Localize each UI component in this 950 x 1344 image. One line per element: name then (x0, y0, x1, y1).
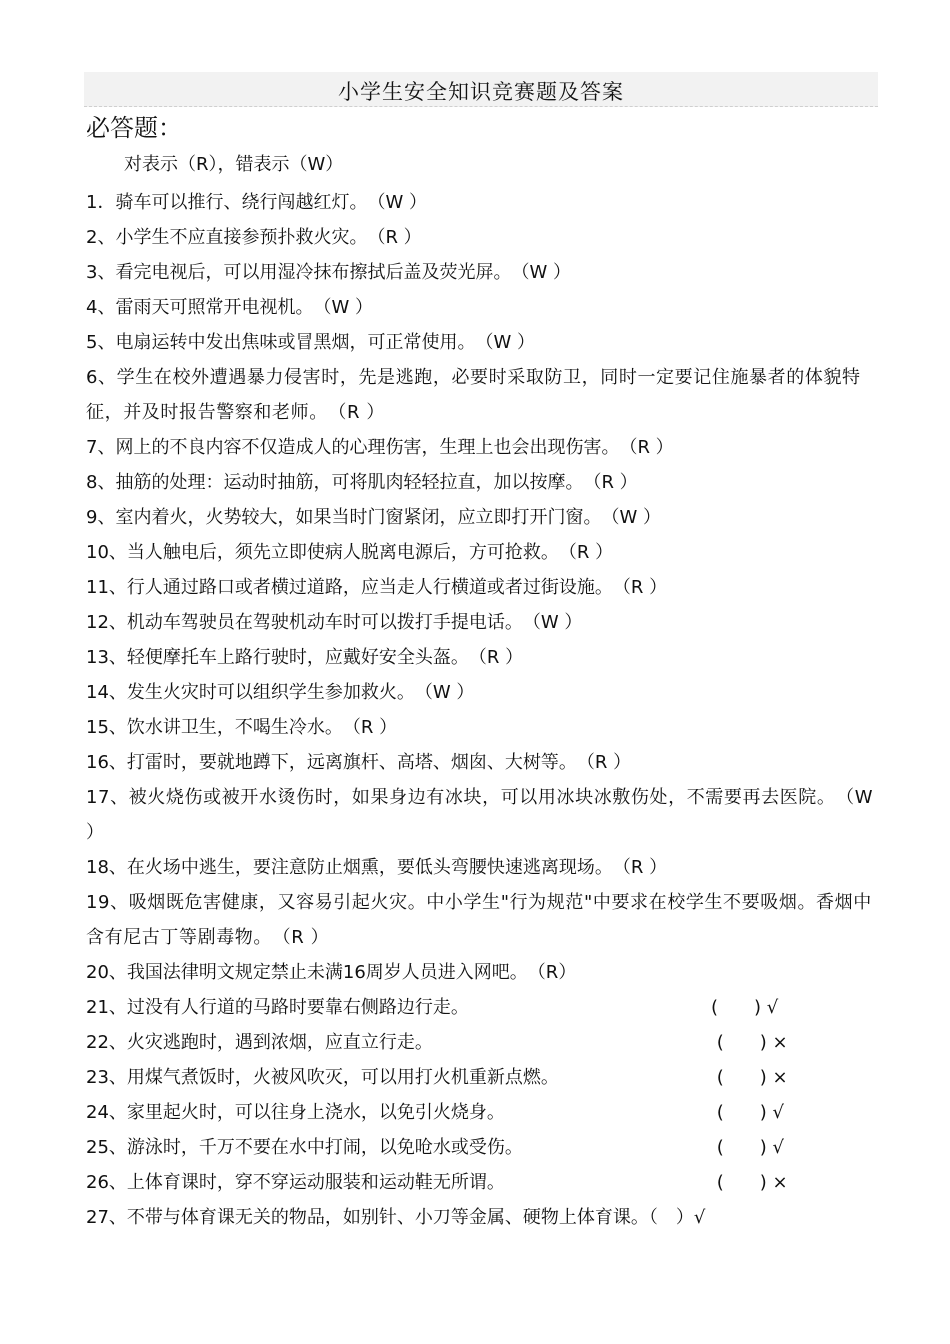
question-item: 6、学生在校外遭遇暴力侵害时，先是逃跑，必要时采取防卫，同时一定要记住施暴者的体貌特征，并及时报告警察和老师。 （R ） (86, 367, 861, 423)
question-text: 21、过没有人行道的马路时要靠右侧路边行走。 (86, 997, 469, 1018)
question-item (86, 1095, 881, 1130)
document-title: 小学生安全知识竞赛题及答案 (338, 80, 624, 104)
question-item: 2、小学生不应直接参预扑救火灾。 （R ） (86, 227, 422, 248)
answer-legend: 对表示（R），错表示（W） (124, 154, 344, 175)
question-item: 18、在火场中逃生，要注意防止烟熏，要低头弯腰快速逃离现场。 （R ） (86, 857, 668, 878)
question-item: 20、我国法律明文规定禁止未满16周岁人员进入网吧。 （R） (86, 962, 577, 983)
title-bar (84, 72, 878, 107)
question-item: 1．骑车可以推行、绕行闯越红灯。 （W ） (86, 192, 427, 213)
question-item (86, 1165, 881, 1200)
question-item: 7、网上的不良内容不仅造成人的心理伤害，生理上也会出现伤害。 （R ） (86, 437, 674, 458)
question-item: 9、室内着火，火势较大，如果当时门窗紧闭，应立即打开门窗。 （W ） (86, 507, 661, 528)
question-item: 11、行人通过路口或者横过道路，应当走人行横道或者过街设施。 （R ） (86, 577, 668, 598)
question-item: 14、发生火灾时可以组织学生参加救火。 （W ） (86, 682, 475, 703)
question-list (86, 185, 881, 1235)
question-item (86, 1130, 881, 1165)
question-text: 23、用煤气煮饭时，火被风吹灭，可以用打火机重新点燃。 (86, 1067, 559, 1088)
question-item: 13、轻便摩托车上路行驶时，应戴好安全头盔。 （R ） (86, 647, 524, 668)
question-item: 8、抽筋的处理：运动时抽筋，可将肌肉轻轻拉直，加以按摩。 （R ） (86, 472, 638, 493)
question-item (86, 1060, 881, 1095)
question-item: 10、当人触电后，须先立即使病人脱离电源后，方可抢救。 （R ） (86, 542, 614, 563)
question-text: 22、火灾逃跑时，遇到浓烟，应直立行走。 (86, 1032, 433, 1053)
question-item: 5、电扇运转中发出焦味或冒黑烟，可正常使用。 （W ） (86, 332, 535, 353)
answer-mark: ( ) × (711, 1172, 788, 1193)
question-item: 17、被火烧伤或被开水烫伤时，如果身边有冰块，可以用冰块冰敷伤处，不需要再去医院。 （W ） (86, 787, 874, 843)
answer-mark: ( ) × (711, 1067, 788, 1088)
question-item: 4、雷雨天可照常开电视机。 （W ） (86, 297, 373, 318)
question-item: 27、不带与体育课无关的物品，如别针、小刀等金属、硬物上体育课。（ ）√ (86, 1207, 706, 1228)
answer-mark: ( ) √ (711, 1102, 784, 1123)
answer-mark: ( ) √ (711, 1137, 784, 1158)
question-item: 19、吸烟既危害健康，又容易引起火灾。中小学生"行为规范"中要求在校学生不要吸烟。香烟中含有尼古丁等剧毒物。 （R ） (86, 892, 872, 948)
answer-mark: ( ) × (711, 1032, 788, 1053)
section-heading: 必答题： (86, 114, 182, 142)
answer-mark: ( ) √ (711, 997, 779, 1018)
question-text: 26、上体育课时，穿不穿运动服装和运动鞋无所谓。 (86, 1172, 505, 1193)
question-text: 25、游泳时，千万不要在水中打闹，以免呛水或受伤。 (86, 1137, 523, 1158)
question-item (86, 990, 881, 1025)
question-item: 15、饮水讲卫生，不喝生冷水。 （R ） (86, 717, 398, 738)
question-item: 3、看完电视后，可以用湿冷抹布擦拭后盖及荧光屏。 （W ） (86, 262, 571, 283)
question-item: 16、打雷时，要就地蹲下，远离旗杆、高塔、烟囱、大树等。 （R ） (86, 752, 632, 773)
question-item: 12、机动车驾驶员在驾驶机动车时可以拨打手提电话。 （W ） (86, 612, 583, 633)
question-item (86, 1025, 881, 1060)
question-text: 24、家里起火时，可以往身上浇水，以免引火烧身。 (86, 1102, 505, 1123)
